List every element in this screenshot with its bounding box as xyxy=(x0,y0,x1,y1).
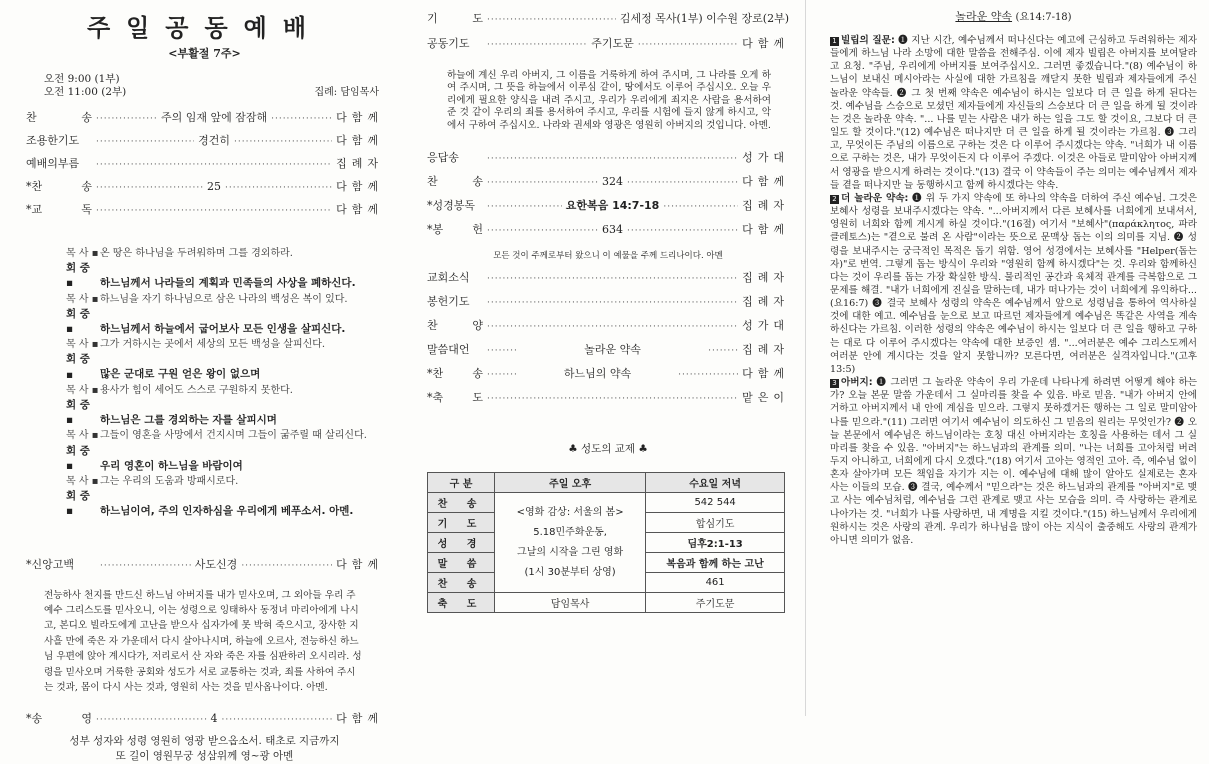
wednesday-cell: 딤후2:1-13 xyxy=(646,533,785,553)
order-item: 응답송 ····· 성가대 xyxy=(427,149,789,173)
sunday-afternoon-cell: <영화 감상: 서울의 봄> 5.18민주화운동, 그날의 시작을 그린 영화 (1시 30분부터 상영) xyxy=(495,493,646,593)
order-item: 찬 송 ····· 324 ····· 다함께 xyxy=(427,173,789,197)
order-item: 조용한기도 ····· 경건히 ····· 다함께 xyxy=(26,132,383,155)
service-time-2: 오전 11:00 (2부) xyxy=(44,86,127,98)
reading-line: 목 사 ▪ 온 땅은 하나님을 두려워하며 그를 경외하라. xyxy=(66,248,293,259)
sunday-afternoon-cell: 담임목사 xyxy=(495,593,646,613)
order-item: 말씀대언 ····· 놀라운 약속 ····· 집례자 xyxy=(427,341,789,365)
sermon-body xyxy=(830,34,1197,547)
wednesday-cell: 복음과 함께 하는 고난 xyxy=(646,553,785,573)
table-row xyxy=(428,493,785,513)
responsive-reading xyxy=(26,246,383,520)
reading-line: 회 중 ▪ 하느님께서 하늘에서 굽어보사 모든 인생을 살피신다. xyxy=(66,307,346,336)
order-list-2 xyxy=(427,10,789,60)
reading-line: 회 중 ▪ 하느님께서 나라들의 계획과 민족들의 사상을 폐하신다. xyxy=(66,262,356,290)
reading-line: 목 사 ▪ 하느님을 자기 하나님으로 삼은 나라의 백성은 복이 있다. xyxy=(66,293,348,305)
reading-line: 회 중 ▪ 하느님이여, 주의 인자하심을 우리에게 베푸소서. 아멘. xyxy=(66,490,354,518)
service-time-1: 오전 9:00 (1부) xyxy=(44,73,120,85)
worship-order-column-2 xyxy=(405,0,805,716)
table-row xyxy=(428,593,785,613)
table-header: 구 분 xyxy=(428,473,495,493)
order-item: 기 도 ····· 김세정 목사(1부) 이수원 장로(2부) xyxy=(427,10,789,35)
order-item: *축 도 ····· 맡은이 xyxy=(427,389,789,413)
service-times xyxy=(26,73,383,99)
row-label: 말 씀 xyxy=(428,553,495,573)
bulletin-title: 주일공동예배 xyxy=(86,13,323,42)
reading-line: 회 중 ▪ 하느님은 그를 경외하는 자를 살피시며 xyxy=(66,399,277,427)
creed-order-item: *신앙고백 ····· 사도신경 ····· 다함께 xyxy=(26,556,383,572)
table-header-row xyxy=(428,473,785,493)
fellowship-title: ♣ 성도의 교제 ♣ xyxy=(568,443,648,456)
sermon-section: 3 아버지: ❶ 그러면 그 놀라운 약속이 우리 가운데 나타나게 하려면 어떻게 해야 하는가? 오늘 본문 말씀 가운데서 그 실마리를 찾을 수 있음. 바로 믿음. "내가 아버지 안에 거하고 아버지께서 내 안에 계심을 믿으라. 그렇지 못하겠거든 행하는 그 일로 말미암아 나를 믿으라."(11) 그러면 여기서 예수님이 의도하신 그 믿음의 원리는 무엇인가? ❷ 오늘 본문에서 예수님은 하느님이라는 호칭 대신 아버지라는 호칭을 사용하는 데서 그 실마리를 찾을 수 있음. "아버지"는 하느님과의 관계를 의미. "나는 너희를 고아처럼 버려두지 아니하고, 너희에게 다시 오겠다."(18) 여기서 고아는 영적인 고아. 즉, 예수님 없이 혼자 살아가며 모든 책임을 자기가 지는 이. 예수님에 대해 많이 알아도 실제로는 혼자 사는 이들의 모습. ❸ 결국, 예수께서 "믿으라"는 것은 하느님과의 관계를 "아버지"로 맺고 사는 예수님처럼, 예수님을 그런 관계로 맺고 사는 모습을 의미. 즉 사랑하는 관계로 나아가는 것. "너희가 나를 사랑하면, 내 계명을 지킬 것이다."(15) 하느님께서 우리에게 원하시는 것은 사랑의 관계. 우리가 하나님을 많이 아는 지식이 출중해도 사랑의 관계가 아니면 의미가 없음. xyxy=(830,377,1197,546)
order-item: 찬 양 ····· 성가대 xyxy=(427,317,789,341)
order-list-1 xyxy=(26,109,383,224)
lords-prayer-text: 하늘에 계신 우리 아버지, 그 이름을 거룩하게 하여 주시며, 그 나라를 오게 하여 주시며, 그 뜻을 하늘에서 이루심 같이, 땅에서도 이루어 주십시오. 오늘 우리에게 필요한 양식을 내려 주시고, 우리가 우리에게 죄지은 사람을 용서하여 준 것 같이 우리의 죄를 용서하여 주시고, 우리를 시험에 들지 않게 하시고, 악에서 구하여 주십시오. 나라와 권세와 영광은 영원히 아버지의 것입니다. 아멘. xyxy=(447,70,771,131)
wednesday-cell: 461 xyxy=(646,573,785,593)
worship-order-column-1 xyxy=(0,0,405,762)
officiant: 집례: 담임목사 xyxy=(314,87,379,98)
order-item: *찬 송 ····· 25 ····· 다함께 xyxy=(26,178,383,201)
wednesday-cell: 542 544 xyxy=(646,493,785,513)
order-item: *교 독 ····· 다함께 xyxy=(26,201,383,224)
table-header: 수요일 저녁 xyxy=(646,473,785,493)
bulletin-subtitle: <부활절 7주> xyxy=(168,47,241,60)
offering-note: 모든 것이 주께로부터 왔으니 이 예물을 주께 드리나이다. 아멘 xyxy=(493,251,723,262)
reading-line: 회 중 ▪ 많은 군대로 구원 얻은 왕이 없으며 xyxy=(66,353,261,381)
reading-line: 목 사 ▪ 그가 거하시는 곳에서 세상의 모든 백성을 살피신다. xyxy=(66,339,326,351)
doxology-order-item: *송 영 ····· 4 ····· 다함께 xyxy=(26,710,383,726)
sermon-section: 2 더 놀라운 약속: ❶ 위 두 가지 약속에 또 하나의 약속을 더하여 주신 예수님. 그것은 보혜사 성령을 보내주시겠다는 약속. "...아버지께서 다른 보혜사를 너희에게 보내셔서, 영원히 너희와 함께 계시게 하실 것이다."(16절) 여기서 "보혜사"(παράκλητος, 파라클레토스)는 "곁으로 불려 온 사람"이라는 뜻으로 문맥상 돕는 이의 의미를 지님. ❷ 성령을 보내주시는 궁극적인 목적은 돕기 위함. 영어 성경에서는 보혜사를 "Helper(돕는 자)"로 번역. 그렇게 돕는 방식이 우리와 "영원히 함께 하시겠다"는 것. 우리와 함께하신다는 것이 우리를 돕는 가장 확실한 방식. 물리적인 공간과 육체적 관계를 극복함으로 그 문제를 해결. "내가 너희에게 진실을 말하는데, 내가 떠나가는 것이 너희에게 유익하다...(요16:7) ❸ 결국 보혜사 성령의 약속은 예수님께서 앞으로 성령님을 통하여 역사하실 것에 대한 예고. 예수님을 눈으로 보고 따르던 제자들에게 예수님은 똑같은 사역을 계속하신다는 가르침. 이러한 성령의 약속은 예수님이 하시는 일보다 더 큰 일을 행하고 구하는 대로 다 이루어 주시겠다는 약속에 대한 보증인 셈. "...여러분은 예수 그리스도께서 여러분 안에 계시다는 것을 알지 못합니까? 모른다면, 여러분은 실격자입니다."(고후13:5) xyxy=(830,192,1197,375)
table-header: 주일 오후 xyxy=(495,473,646,493)
order-item: 교회소식 ····· 집례자 xyxy=(427,269,789,293)
row-label: 찬 송 xyxy=(428,493,495,513)
reading-line: 목 사 ▪ 그들이 영혼을 사망에서 건지시며 그들이 굶주릴 때 살리신다. xyxy=(66,430,367,442)
row-label: 기 도 xyxy=(428,513,495,533)
order-item: 찬 송 ····· 주의 임재 앞에 잠잠해 ····· 다함께 xyxy=(26,109,383,132)
row-label: 성 경 xyxy=(428,533,495,553)
order-item: 봉헌기도 ····· 집례자 xyxy=(427,293,789,317)
apostles-creed-text: 전능하사 천지를 만드신 하느님 아버지를 내가 믿사오며, 그 외아들 우리 주 예수 그리스도를 믿사오니, 이는 성령으로 잉태하사 동정녀 마리아에게 나시고, 본디오 빌라도에게 고난을 받으사 십자가에 못 박혀 죽으시고, 장사한 지 사흘 만에 죽은 자 가운데서 다시 살아나시며, 하늘에 오르사, 전능하신 하느님 우편에 앉아 계시다가, 저리로서 산 자와 죽은 자를 심판하러 오시리라. 성령을 믿사오며 거룩한 공회와 성도가 서로 교통하는 것과, 죄를 사하여 주시는 것과, 몸이 다시 사는 것과, 영원히 사는 것을 믿사옵나이다. 아멘. xyxy=(44,589,362,694)
sermon-title: 놀라운 약속 (요14:7-18) xyxy=(955,10,1072,23)
doxology-lyrics: 성부 성자와 성령 영원히 영광 받으옵소서. 태초로 지금까지 또 길이 영원무궁 성삼위께 영~광 아멘 xyxy=(69,734,340,762)
schedule-table xyxy=(427,472,785,613)
order-list-3 xyxy=(427,149,789,245)
reading-line: 목 사 ▪ 그는 우리의 도움과 방패시로다. xyxy=(66,476,239,488)
order-item: 공동기도 ····· 주기도문 ····· 다함께 xyxy=(427,35,789,60)
reading-line: 회 중 ▪ 우리 영혼이 하느님을 바람이여 xyxy=(66,444,243,472)
sermon-column xyxy=(805,0,1209,716)
order-item: *성경봉독 ····· 요한복음 14:7-18 ····· 집례자 xyxy=(427,197,789,221)
wednesday-cell: 주기도문 xyxy=(646,593,785,613)
row-label: 찬 송 xyxy=(428,573,495,593)
order-item: *찬 송 ····· 하느님의 약속 ····· 다함께 xyxy=(427,365,789,389)
row-label: 축 도 xyxy=(428,593,495,613)
wednesday-cell: 합심기도 xyxy=(646,513,785,533)
reading-line: 목 사 ▪ 용사가 힘이 세어도 스스로 구원하지 못한다. xyxy=(66,384,293,396)
order-item: 예배의부름 ····· 집례자 xyxy=(26,155,383,178)
sermon-section: 1 빌립의 질문: ❶ 지난 시간, 예수님께서 떠나신다는 예고에 근심하고 두려워하는 제자들에게 하느님 나라 소망에 대한 말씀을 전해주심. 이에 제자 빌립은 아버지를 보여달라고 요청. "주님, 우리에게 아버지를 보여주십시오. 그러면 좋겠습니다."(8) 예수님이 하느님이 보내신 메시아라는 사실에 대한 가르침을 깨닫지 못한 빌립과 제자들에게 주신 놀라운 약속들. ❷ 그 첫 번째 약속은 예수님이 하시는 일보다 더 큰 일을 하게 된다는 것. 예수님을 스승으로 모셨던 제자들에게 자신들의 스승보다 더 큰 일을 하게 될 것이라는 것은 놀라운 약속. "... 나를 믿는 사람은 내가 하는 일을 그도 할 것이요, 그보다 더 큰 일도 할 것이다."(12) 예수님은 떠나지만 더 큰 일을 하게 될 것이라는 가르침. ❸ 그리고, 무엇이든 주님의 이름으로 구하는 것은 다 이루어 주시겠다는 약속. "너희가 내 이름으로 구하는 것은, 내가 무엇이든지 다 이루어 주겠다. 이것은 아들로 말미암아 아버지께서 영광을 받으시게 하려는 것이다."(13) 결국 이 약속들이 주는 의미는 예수님께서 제자들 곁을 떠나지만 늘 동행하시고 함께 하시겠다는 약속. xyxy=(830,35,1197,191)
order-item: *봉 헌 ····· 634 ····· 다함께 xyxy=(427,221,789,245)
order-list-4 xyxy=(427,269,789,413)
